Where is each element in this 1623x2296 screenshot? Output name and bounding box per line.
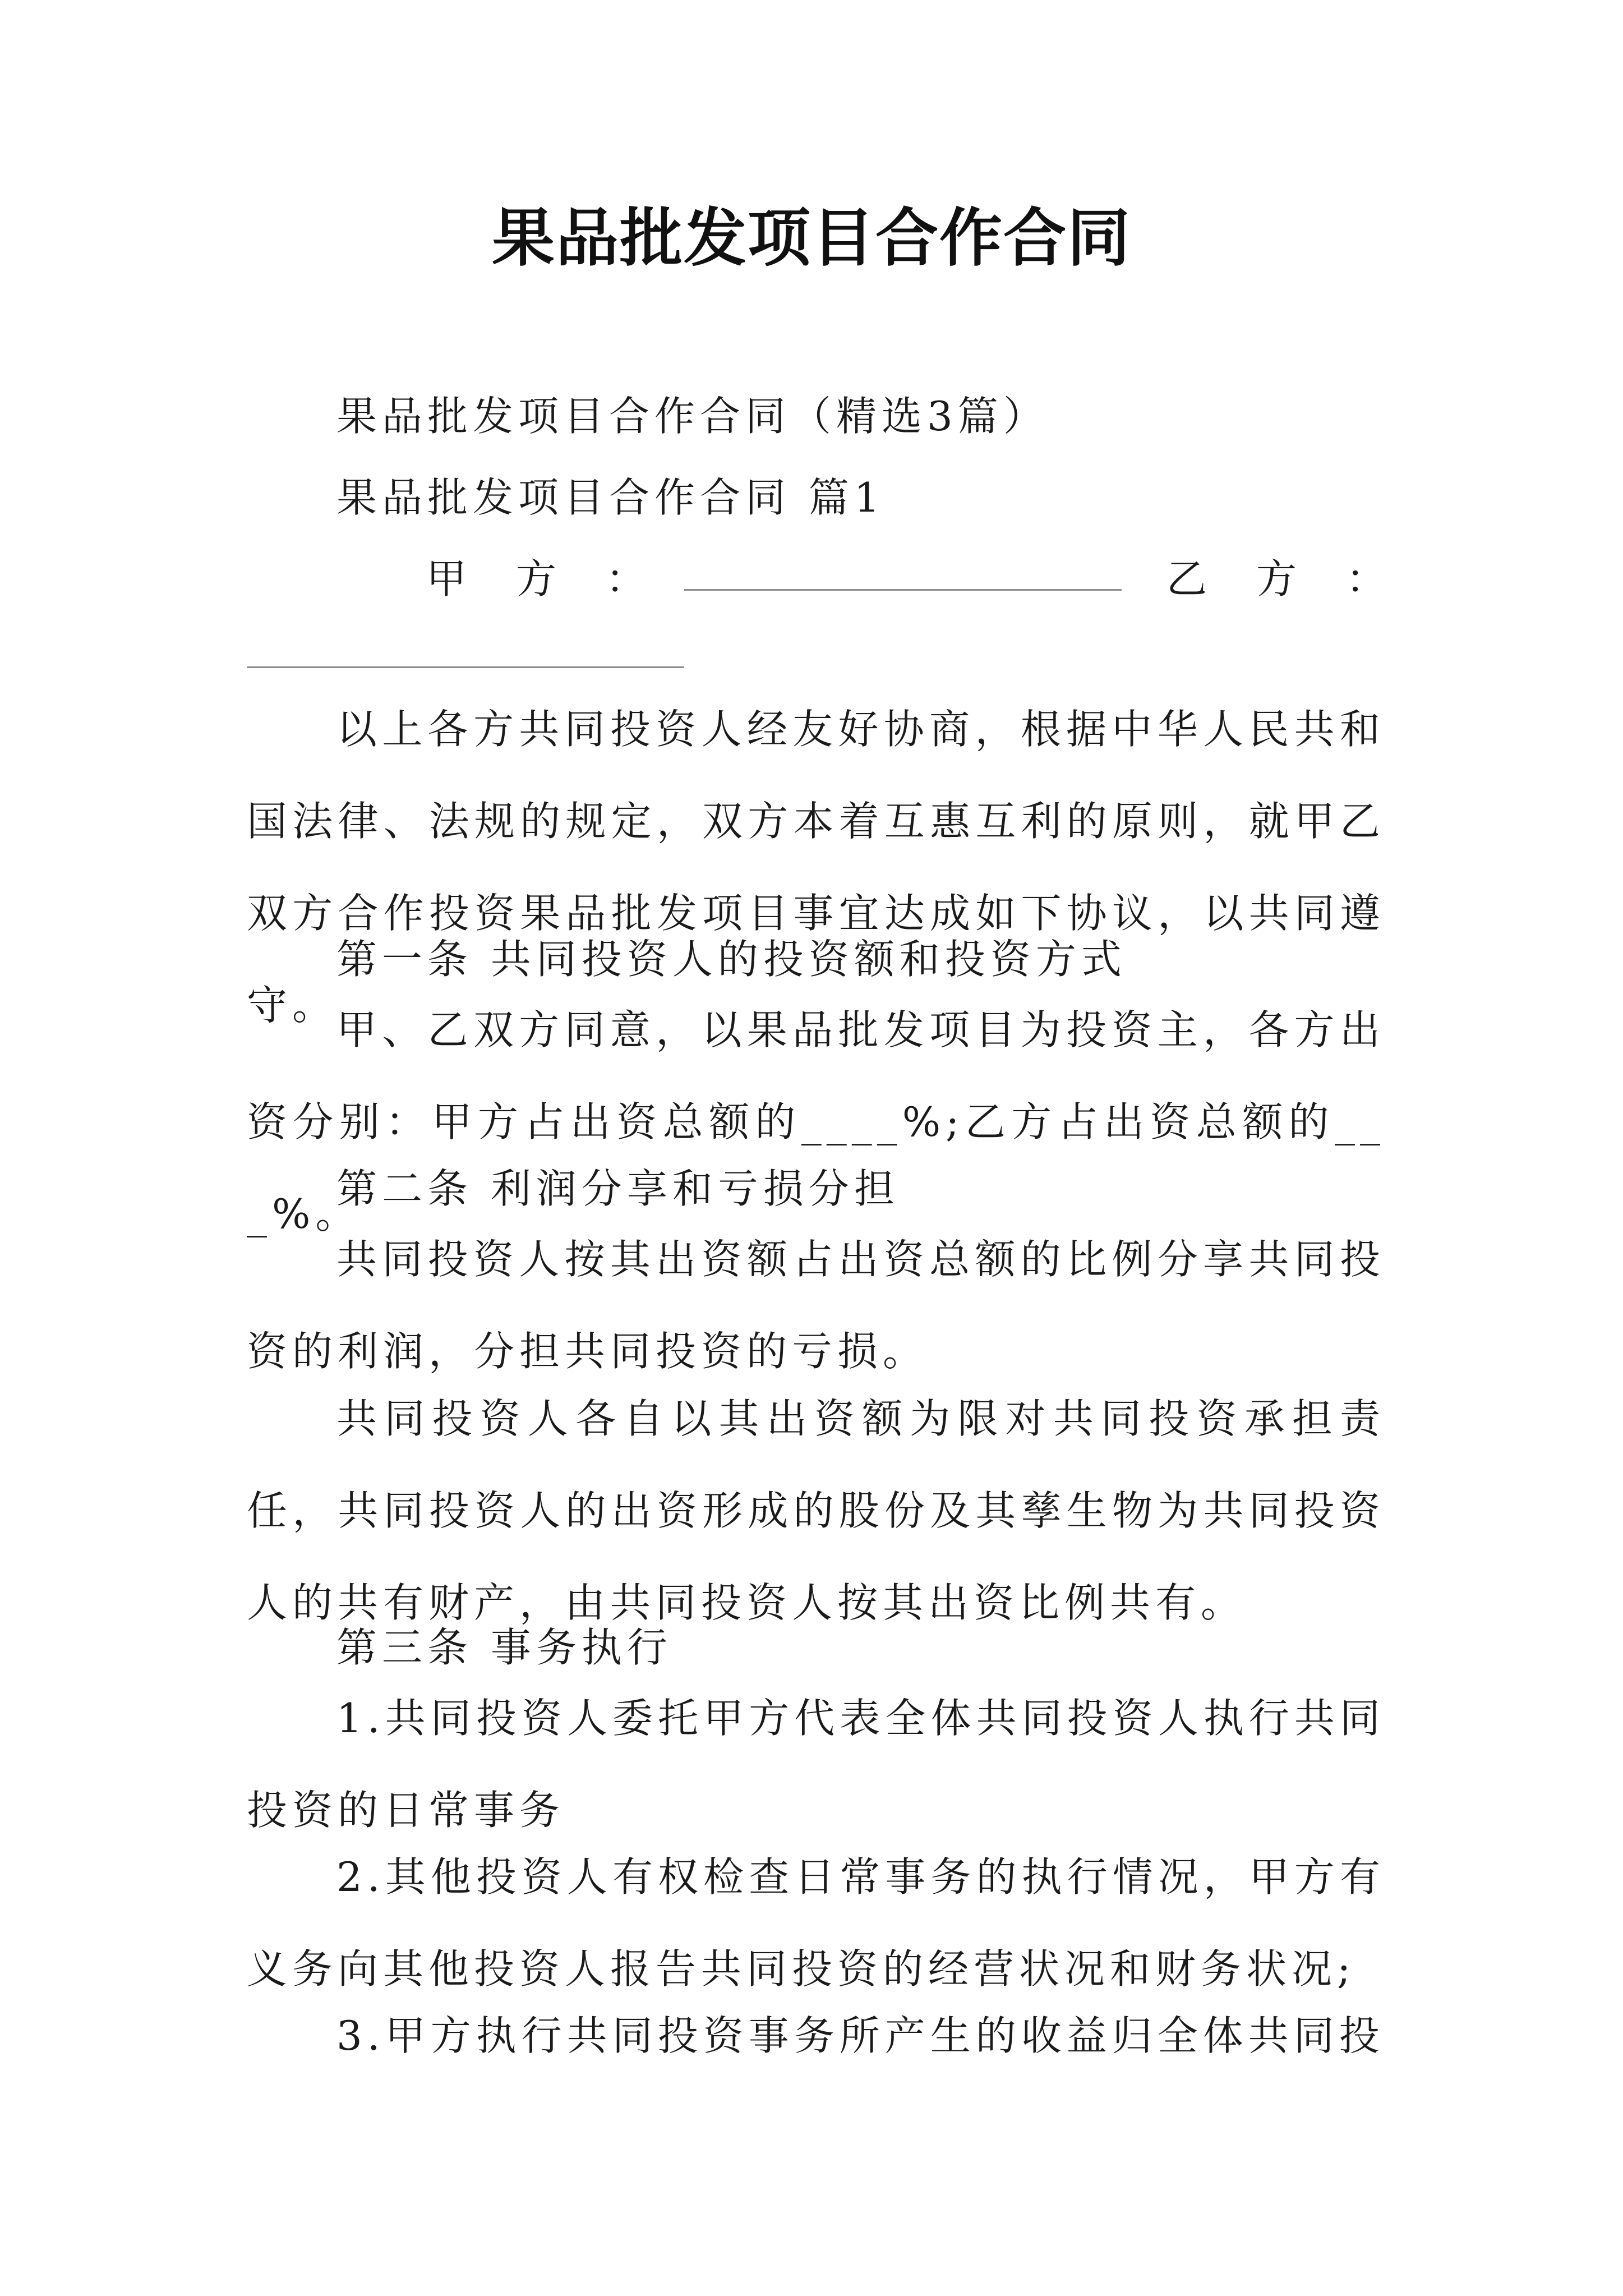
article-2-title: 第二条 利润分享和亏损分担 [336, 1165, 900, 1212]
party-a-char-3: ： [606, 555, 647, 602]
article-3-item-3: 3.甲方执行共同投资事务所产生的收益归全体共同投 [336, 2012, 1385, 2059]
document-title: 果品批发项目合作合同 [492, 202, 1131, 275]
document-subtitle: 果品批发项目合作合同（精选3篇） [336, 393, 1049, 440]
party-a-signature-line[interactable] [684, 589, 1122, 591]
intro-paragraph: 以上各方共同投资人经友好协商，根据中华人民共和国法律、法规的规定，双方本着互惠互利的原则，就甲乙双方合作投资果品批发项目事宜达成如下协议，以共同遵守。 [247, 706, 1385, 1029]
party-line [247, 533, 1385, 625]
article-2-paragraph-2: 共同投资人各自以其出资额为限对共同投资承担责任，共同投资人的出资形成的股份及其孳生物为共同投资人的共有财产，由共同投资人按其出资比例共有。 [247, 1395, 1385, 1626]
party-b-char-3: ： [1346, 555, 1387, 602]
article-3-item-1: 1.共同投资人委托甲方代表全体共同投资人执行共同投资的日常事务 [247, 1695, 1385, 1834]
section-heading: 果品批发项目合作合同 篇1 [336, 474, 885, 521]
party-a-char-1: 甲 [426, 555, 467, 602]
article-1-title: 第一条 共同投资人的投资额和投资方式 [336, 936, 1127, 983]
article-2-paragraph-1: 共同投资人按其出资额占出资总额的比例分享共同投资的利润，分担共同投资的亏损。 [247, 1236, 1385, 1375]
party-a-char-2: 方 [516, 555, 557, 602]
party-b-char-2: 方 [1256, 555, 1297, 602]
article-1-body: 甲、乙双方同意，以果品批发项目为投资主，各方出资分别：甲方占出资总额的____%;乙方占出资总额的___%。 [247, 1006, 1385, 1237]
party-b-signature-line[interactable] [247, 666, 684, 668]
article-3-item-2: 2.其他投资人有权检查日常事务的执行情况，甲方有义务向其他投资人报告共同投资的经营状况和财务状况; [247, 1853, 1385, 1993]
party-b-char-1: 乙 [1166, 555, 1207, 602]
article-3-title: 第三条 事务执行 [336, 1624, 672, 1671]
